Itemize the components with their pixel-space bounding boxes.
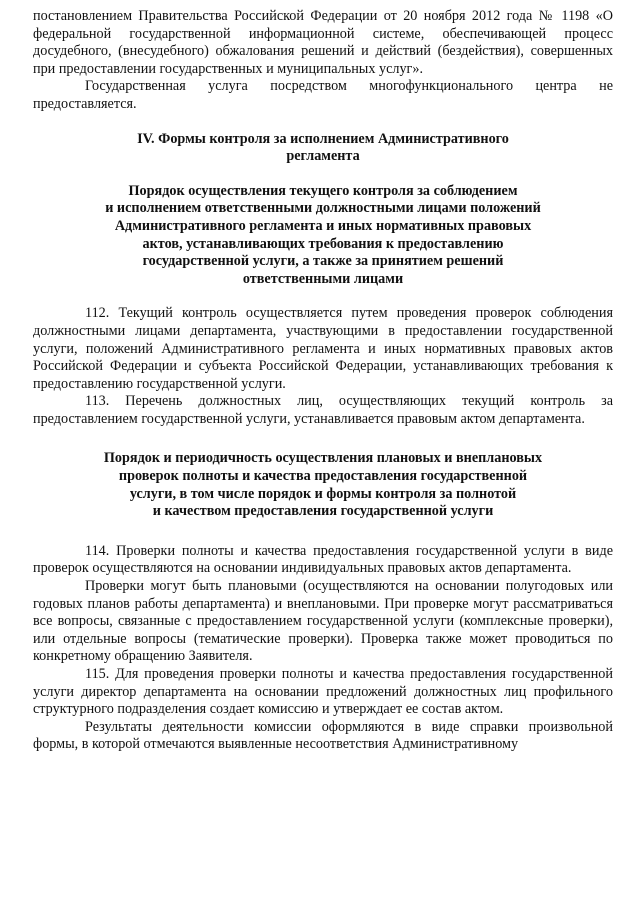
subsection-heading (33, 450, 613, 520)
subsection-heading (33, 183, 613, 289)
subsection-heading-line: государственной услуги, а также за принятием решений (142, 253, 504, 270)
subsection-heading-line: Административного регламента и иных нормативных правовых (114, 217, 532, 234)
body-paragraph: 115. Для проведения проверки полноты и качества предоставления государственной услуги директор департамента на основании предложений должностных лиц профильного структурного подразделения создает комиссию и утверждает ее состав актом. (33, 666, 613, 718)
subsection-heading-line: и качеством предоставления государственной услуги (152, 503, 494, 520)
body-paragraph: Проверки могут быть плановыми (осуществляются на основании полугодовых или годовых планов работы департамента) и внеплановыми. При проверке могут рассматриваться все вопросы, связанные с предоставлением государственной услуги (комплексные проверки), или отдельные вопросы (тематические проверки). Проверка также может проводиться по конкретному обращению Заявителя. (33, 578, 613, 665)
section-heading-line: регламента (286, 148, 360, 165)
subsection-heading-line: проверок полноты и качества предоставления государственной (118, 468, 528, 485)
subsection-heading-line: Порядок осуществления текущего контроля за соблюдением (128, 182, 518, 199)
body-paragraph: 112. Текущий контроль осуществляется путем проведения проверок соблюдения должностными лицами департамента, участвующими в предоставлении государственной услуги, положений Административного регламента и иных нормативных правовых актов Российской Федерации и субъекта Российской Федерации, устанавливающих требования к предоставлению государственной услуги. (33, 305, 613, 392)
subsection-heading-line: Порядок и периодичность осуществления плановых и внеплановых (103, 450, 543, 467)
section-heading-line: IV. Формы контроля за исполнением Административного (137, 130, 509, 147)
body-paragraph: Результаты деятельности комиссии оформляются в виде справки произвольной формы, в которой отмечаются выявленные несоответствия Административному (33, 718, 613, 753)
body-paragraph: 113. Перечень должностных лиц, осуществляющих текущий контроль за предоставлением государственной услуги, устанавливается правовым актом департамента. (33, 393, 613, 427)
subsection-heading-line: и исполнением ответственными должностными лицами положений (105, 200, 541, 217)
subsection-heading-line: услуги, в том числе порядок и формы контроля за полнотой (129, 485, 517, 502)
body-paragraph: 114. Проверки полноты и качества предоставления государственной услуги в виде проверок осуществляются на основании индивидуальных правовых актов департамента. (33, 542, 613, 577)
body-paragraph: Государственная услуга посредством многофункционального центра не предоставляется. (33, 78, 613, 112)
body-paragraph: постановлением Правительства Российской Федерации от 20 ноября 2012 года № 1198 «О федеральной государственной информационной системе, обеспечивающей процесс досудебного, (внесудебного) обжалования решений и действий (бездействия), совершенных при предоставлении государственных и муниципальных услуг». (33, 8, 613, 77)
subsection-heading-line: ответственными лицами (242, 270, 404, 287)
section-heading (33, 131, 613, 166)
subsection-heading-line: актов, устанавливающих требования к предоставлению (142, 235, 504, 252)
